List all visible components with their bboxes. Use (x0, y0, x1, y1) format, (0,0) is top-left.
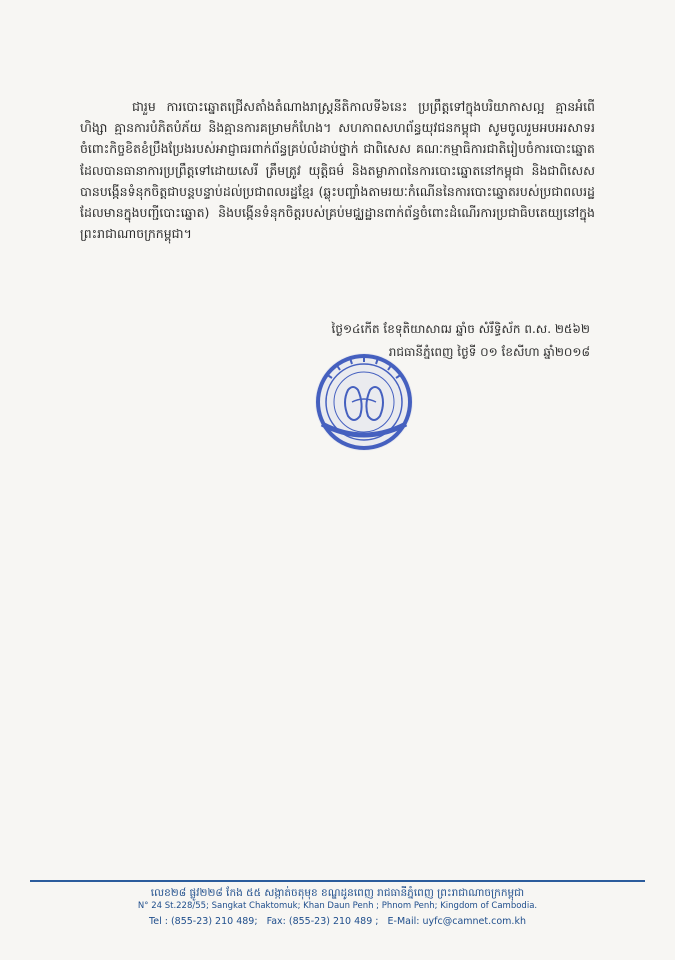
letter-body (80, 96, 595, 244)
footer-contact (30, 915, 645, 929)
lunar-date: ថ្ងៃ១៤កើត ខែទុតិយាសាឍ ឆ្នាំច សំរឹទ្ធិស័ក ព.ស. ២៥៦២ (331, 322, 590, 336)
tel-label: Tel : (149, 916, 168, 927)
tel-number: (855-23) 210 489; (170, 916, 258, 927)
body-paragraph: ជារួម ការបោះឆ្នោតជ្រើសតាំងតំណាងរាស្ត្រនីតិកាលទី៦នេះ ប្រព្រឹត្តទៅក្នុងបរិយាកាសល្អ គ្មានអំពើហិង្សា គ្មានការបំភិតបំភ័យ និងគ្មានការគម្រាមកំហែង។ សហភាពសហព័ន្ធយុវជនកម្ពុជា សូមចូលរួមអបអរសាទរចំពោះកិច្ចខិតខំប្រឹងប្រែងរបស់អាជ្ញាធរពាក់ព័ន្ធគ្រប់លំដាប់ថ្នាក់ ជាពិសេស គណៈកម្មាធិការជាតិរៀបចំការបោះឆ្នោត ដែលបានធានាការប្រព្រឹត្តទៅដោយសេរី ត្រឹមត្រូវ យុត្តិធម៌ និងតម្លាភាពនៃការបោះឆ្នោតនៅកម្ពុជា និងជាពិសេសបានបង្កើនទំនុកចិត្តជាបន្តបន្ទាប់ដល់ប្រជាពលរដ្ឋខ្មែរ (ឆ្លុះបញ្ចាំងតាមរយៈកំណើននៃការបោះឆ្នោតរបស់ប្រជាពលរដ្ឋដែលមានក្នុងបញ្ជីបោះឆ្នោត) និងបង្កើនទំនុកចិត្តរបស់គ្រប់មជ្ឈដ្ឋានពាក់ព័ន្ធចំពោះដំណើរការប្រជាធិបតេយ្យនៅក្នុងព្រះរាជាណាចក្រកម្ពុជា។ (80, 99, 595, 242)
email-label: E-Mail: (387, 916, 420, 927)
organization-seal-icon (312, 350, 416, 454)
footer-divider (30, 880, 645, 882)
footer-address-khmer: លេខ២៨ ផ្លូវ២២៨ កែង ៥៥ សង្កាត់ចតុមុខ ខណ្ឌដូនពេញ រាជធានីភ្នំពេញ ព្រះរាជាណាចក្រកម្ពុជា (150, 887, 525, 899)
footer-address-english: N° 24 St.228/55; Sangkat Chaktomuk; Khan Daun Penh ; Phnom Penh; Kingdom of Cambodia. (137, 901, 538, 911)
fax-number: (855-23) 210 489 ; (288, 916, 379, 927)
date-block (250, 318, 590, 364)
fax-label: Fax: (266, 916, 286, 927)
email-address: uyfc@camnet.com.kh (422, 916, 526, 927)
letterhead-footer (30, 886, 645, 929)
solar-date: រាជធានីភ្នំពេញ ថ្ងៃទី ០១ ខែសីហា ឆ្នាំ២០១៨ (388, 345, 590, 359)
